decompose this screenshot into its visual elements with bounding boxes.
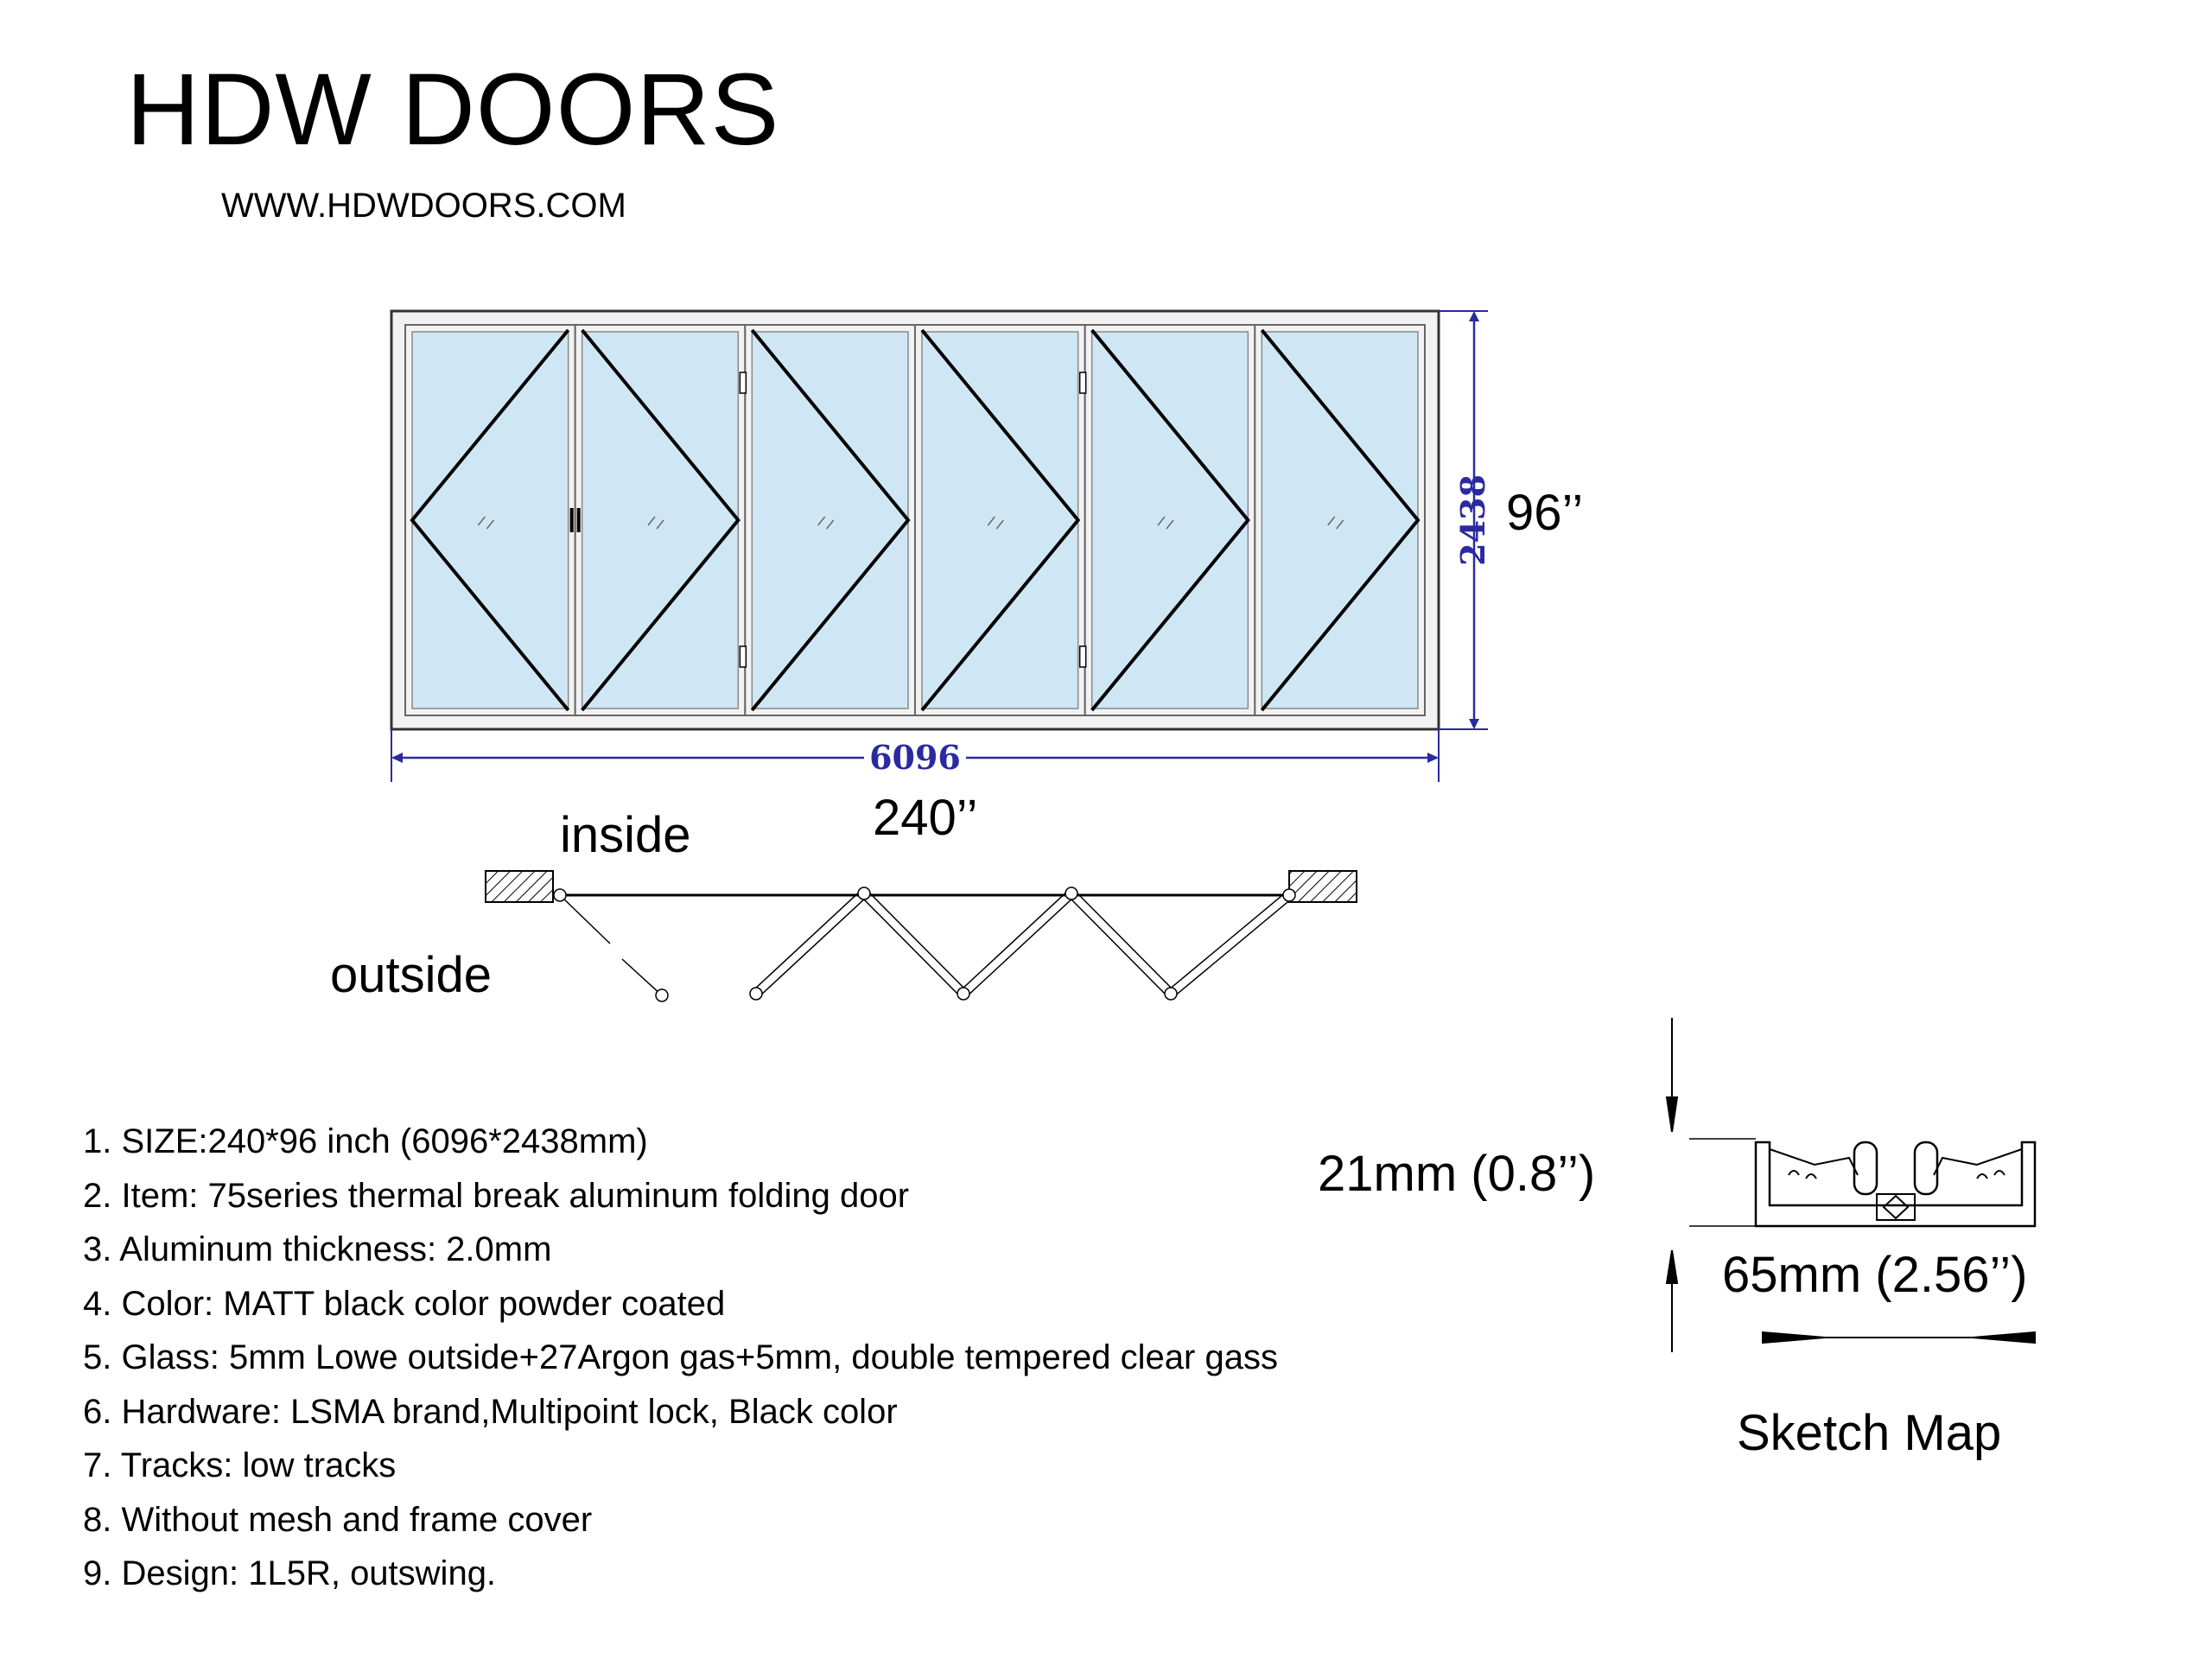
width-inch-label: 240’’ xyxy=(873,790,978,846)
pivot-point xyxy=(656,989,668,1001)
inside-label: inside xyxy=(560,807,691,863)
folding-leaf xyxy=(753,890,868,996)
pivot-point xyxy=(1165,988,1177,1000)
pivot-point xyxy=(554,889,566,901)
right-wall xyxy=(1289,871,1357,902)
pivot-point xyxy=(1065,887,1077,899)
spec-list xyxy=(83,1119,1278,1605)
glass-pane xyxy=(582,332,739,709)
hinge xyxy=(740,646,746,667)
folding-leaf xyxy=(961,890,1075,996)
left-wall xyxy=(486,871,553,902)
width-dimension xyxy=(391,729,1439,782)
width-mm-label: 6096 xyxy=(869,738,961,777)
folding-leaf xyxy=(1068,890,1173,996)
spec-item: 3. Aluminum thickness: 2.0mm xyxy=(83,1230,552,1268)
handle xyxy=(570,508,574,532)
hinge xyxy=(1080,646,1086,667)
spec-item: 5. Glass: 5mm Lowe outside+27Argon gas+5mm, double tempered clear gass xyxy=(83,1338,1278,1376)
folding-leaf xyxy=(861,890,966,996)
glass-pane xyxy=(1262,332,1418,709)
pivot-point xyxy=(1283,889,1295,901)
folding-leaf xyxy=(1168,892,1292,997)
glass-pane xyxy=(1092,332,1249,709)
spec-item: 8. Without mesh and frame cover xyxy=(83,1500,593,1539)
brand-title: HDW DOORS xyxy=(126,53,780,167)
spec-item: 1. SIZE:240*96 inch (6096*2438mm) xyxy=(83,1122,648,1160)
brand-website: WWW.HDWDOORS.COM xyxy=(221,187,626,225)
glass-pane xyxy=(922,332,1078,709)
height-inch-label: 96’’ xyxy=(1506,485,1584,541)
profile-height-label: 21mm (0.8’’) xyxy=(1318,1146,1596,1202)
pivot-point xyxy=(858,887,870,899)
glass-pane xyxy=(752,332,908,709)
door-elevation xyxy=(391,311,1439,729)
outside-label: outside xyxy=(330,947,493,1003)
handle xyxy=(577,508,581,532)
pivot-point xyxy=(957,988,969,1000)
pivot-point xyxy=(750,988,762,1000)
plan-view xyxy=(486,871,1357,1001)
glass-pane xyxy=(412,332,569,709)
height-mm-label: 2438 xyxy=(1453,474,1492,566)
folding-leaf xyxy=(560,895,610,944)
spec-item: 2. Item: 75series thermal break aluminum folding door xyxy=(83,1176,910,1215)
sketch-map-caption: Sketch Map xyxy=(1737,1405,2002,1461)
height-dimension xyxy=(1439,311,1492,729)
spec-item: 9. Design: 1L5R, outswing. xyxy=(83,1554,497,1592)
profile-width-label: 65mm (2.56’’) xyxy=(1722,1247,2028,1303)
folding-leaf xyxy=(622,959,662,995)
spec-item: 7. Tracks: low tracks xyxy=(83,1446,397,1484)
hinge xyxy=(1080,372,1086,393)
hinge xyxy=(740,372,746,393)
spec-item: 4. Color: MATT black color powder coated xyxy=(83,1284,726,1323)
spec-item: 6. Hardware: LSMA brand,Multipoint lock, Black color xyxy=(83,1392,898,1431)
